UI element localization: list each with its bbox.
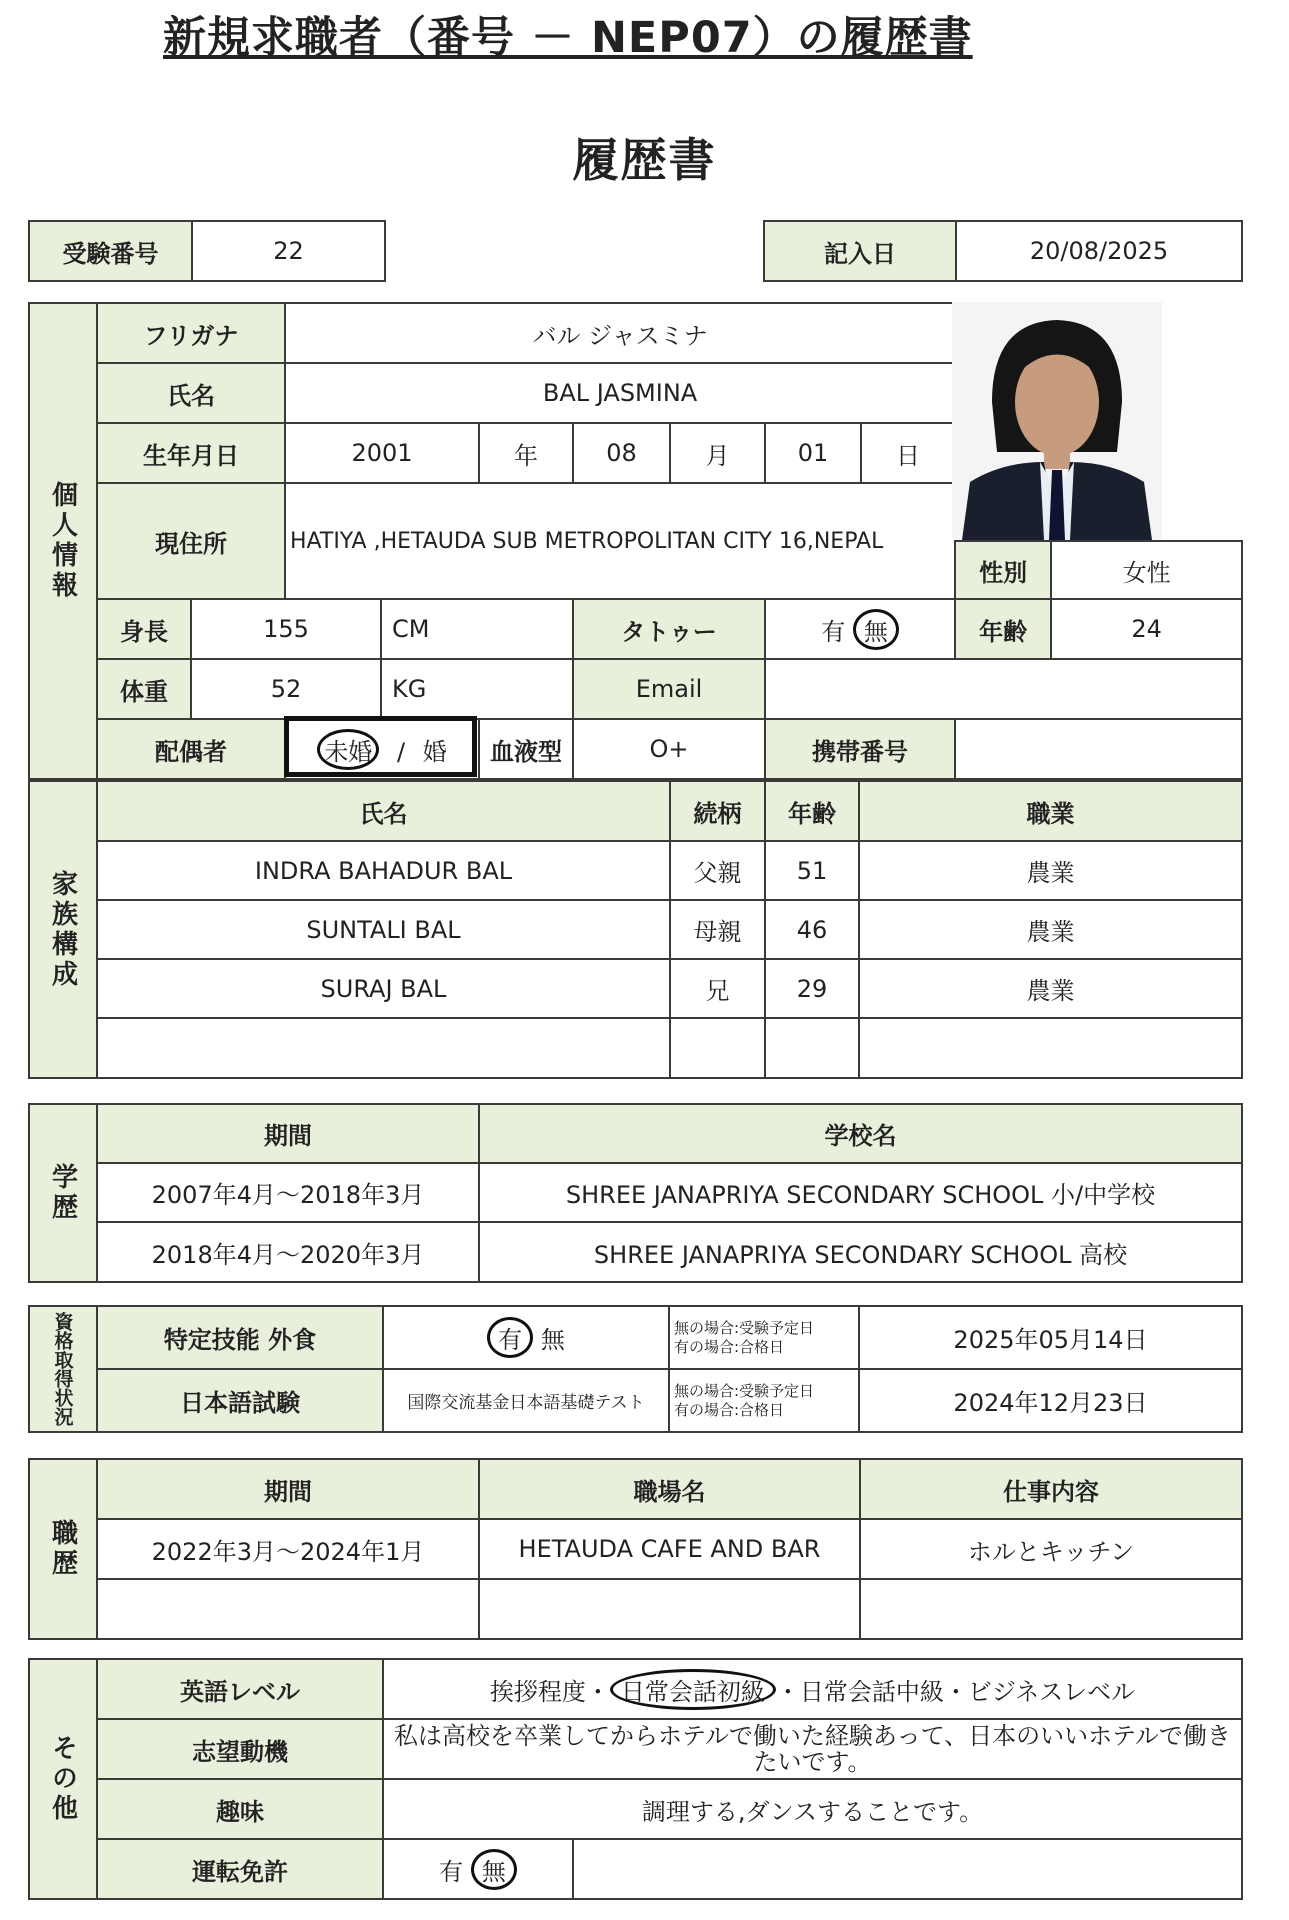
work-history-table bbox=[28, 1458, 1243, 1640]
year-unit: 年 bbox=[479, 423, 573, 483]
family-job: 農業 bbox=[859, 841, 1242, 900]
height-label: 身長 bbox=[97, 599, 191, 659]
family-age: 29 bbox=[765, 959, 859, 1018]
gender-label: 性別 bbox=[955, 541, 1051, 599]
age-label: 年齢 bbox=[955, 599, 1051, 659]
work-header-duty: 仕事内容 bbox=[860, 1459, 1242, 1519]
applicant-photo bbox=[952, 302, 1162, 540]
work-header-period: 期間 bbox=[97, 1459, 479, 1519]
height-unit: CM bbox=[381, 599, 573, 659]
education-school: SHREE JANAPRIYA SECONDARY SCHOOL 小/中学校 bbox=[479, 1163, 1242, 1222]
skill-note-line1: 無の場合:受験予定日 bbox=[674, 1318, 815, 1337]
table-row bbox=[29, 900, 1242, 959]
furigana-value: バル ジャスミナ bbox=[285, 303, 955, 363]
birth-day: 01 bbox=[765, 423, 861, 483]
address-label: 現住所 bbox=[97, 483, 285, 599]
day-unit: 日 bbox=[861, 423, 955, 483]
family-header-name: 氏名 bbox=[97, 781, 670, 841]
japanese-test-value: 国際交流基金日本語基礎テスト bbox=[383, 1369, 669, 1432]
family-section-label: 家族構成 bbox=[29, 781, 97, 1078]
hobby-label: 趣味 bbox=[97, 1779, 383, 1839]
motive-label: 志望動機 bbox=[97, 1719, 383, 1779]
motive-value: 私は高校を卒業してからホテルで働いた経験あって、日本のいいホテルで働きたいです。 bbox=[383, 1719, 1242, 1779]
skill-date: 2025年05月14日 bbox=[859, 1306, 1242, 1369]
english-sep: ・ bbox=[775, 1677, 800, 1706]
education-header-period: 期間 bbox=[97, 1104, 479, 1163]
work-company: HETAUDA CAFE AND BAR bbox=[479, 1519, 860, 1579]
family-header-age: 年齢 bbox=[765, 781, 859, 841]
work-period: 2022年3月～2024年1月 bbox=[97, 1519, 479, 1579]
other-table bbox=[28, 1658, 1243, 1900]
japanese-test-note-line1: 無の場合:受験予定日 bbox=[674, 1381, 815, 1400]
document-title: 履歴書 bbox=[572, 133, 717, 187]
tattoo-no-circled: 無 bbox=[853, 609, 899, 650]
table-row bbox=[29, 1018, 1242, 1078]
license-no-circled: 無 bbox=[471, 1849, 517, 1890]
japanese-test-note bbox=[669, 1369, 859, 1432]
phone-value bbox=[955, 719, 1242, 779]
education-section-label: 学歴 bbox=[29, 1104, 97, 1282]
spouse-single-circled: 未婚 bbox=[317, 729, 379, 770]
english-opt-intermediate: 日常会話中級 bbox=[799, 1677, 944, 1706]
family-table bbox=[28, 780, 1243, 1079]
entry-date-value: 20/08/2025 bbox=[956, 221, 1242, 281]
table-row bbox=[29, 959, 1242, 1018]
japanese-test-label: 日本語試験 bbox=[97, 1369, 383, 1432]
japanese-test-note-line2: 有の場合:合格日 bbox=[674, 1400, 785, 1419]
exam-number-table bbox=[28, 220, 386, 282]
name-value: BAL JASMINA bbox=[285, 363, 955, 423]
family-name: SURAJ BAL bbox=[97, 959, 670, 1018]
license-value bbox=[383, 1839, 573, 1899]
month-unit: 月 bbox=[670, 423, 765, 483]
skill-label: 特定技能 外食 bbox=[97, 1306, 383, 1369]
personal-section-label: 個人情報 bbox=[29, 303, 97, 779]
email-value bbox=[765, 659, 1242, 719]
weight-value: 52 bbox=[191, 659, 381, 719]
work-company bbox=[479, 1579, 860, 1639]
english-opt-greeting: 挨拶程度 bbox=[489, 1677, 586, 1706]
family-age: 51 bbox=[765, 841, 859, 900]
hobby-value: 調理する,ダンスすることです。 bbox=[383, 1779, 1242, 1839]
tattoo-label: タトゥー bbox=[573, 599, 765, 659]
japanese-test-date: 2024年12月23日 bbox=[859, 1369, 1242, 1432]
other-section-label: その他 bbox=[29, 1659, 97, 1899]
exam-number-label: 受験番号 bbox=[29, 221, 192, 281]
family-age bbox=[765, 1018, 859, 1078]
work-duty bbox=[860, 1579, 1242, 1639]
family-job: 農業 bbox=[859, 900, 1242, 959]
education-period: 2018年4月～2020年3月 bbox=[97, 1222, 479, 1282]
table-row bbox=[29, 1222, 1242, 1282]
education-period: 2007年4月～2018年3月 bbox=[97, 1163, 479, 1222]
marital-status-box bbox=[284, 716, 477, 777]
entry-date-label: 記入日 bbox=[764, 221, 956, 281]
spouse-separator: / bbox=[396, 737, 406, 766]
family-relation: 兄 bbox=[670, 959, 765, 1018]
birth-month: 08 bbox=[573, 423, 670, 483]
exam-number-value: 22 bbox=[192, 221, 385, 281]
skill-note bbox=[669, 1306, 859, 1369]
age-value: 24 bbox=[1051, 599, 1242, 659]
tattoo-yes: 有 bbox=[821, 617, 846, 646]
table-row bbox=[29, 1163, 1242, 1222]
address-value: HATIYA ,HETAUDA SUB METROPOLITAN CITY 16,NEPAL bbox=[285, 483, 955, 599]
education-school: SHREE JANAPRIYA SECONDARY SCHOOL 高校 bbox=[479, 1222, 1242, 1282]
english-value bbox=[383, 1659, 1242, 1719]
work-header-company: 職場名 bbox=[479, 1459, 860, 1519]
weight-unit: KG bbox=[381, 659, 573, 719]
spouse-label: 配偶者 bbox=[97, 719, 285, 779]
phone-label: 携帯番号 bbox=[765, 719, 955, 779]
work-period bbox=[97, 1579, 479, 1639]
family-age: 46 bbox=[765, 900, 859, 959]
blood-value: O+ bbox=[573, 719, 765, 779]
work-duty: ホルとキッチン bbox=[860, 1519, 1242, 1579]
tattoo-value bbox=[765, 599, 955, 659]
entry-date-table bbox=[763, 220, 1243, 282]
birth-label: 生年月日 bbox=[97, 423, 285, 483]
table-row bbox=[29, 841, 1242, 900]
weight-label: 体重 bbox=[97, 659, 191, 719]
birth-year: 2001 bbox=[285, 423, 479, 483]
qualification-table bbox=[28, 1305, 1243, 1433]
table-row bbox=[29, 1519, 1242, 1579]
height-value: 155 bbox=[191, 599, 381, 659]
english-label: 英語レベル bbox=[97, 1659, 383, 1719]
family-relation: 母親 bbox=[670, 900, 765, 959]
english-sep: ・ bbox=[585, 1677, 610, 1706]
english-opt-business: ビジネスレベル bbox=[967, 1677, 1136, 1706]
license-extra bbox=[573, 1839, 1242, 1899]
family-name: SUNTALI BAL bbox=[97, 900, 670, 959]
document-header: 新規求職者（番号 － NEP07）の履歴書 bbox=[163, 13, 973, 63]
license-yes: 有 bbox=[439, 1857, 464, 1886]
skill-note-line2: 有の場合:合格日 bbox=[674, 1337, 785, 1356]
license-label: 運転免許 bbox=[97, 1839, 383, 1899]
skill-value bbox=[383, 1306, 669, 1369]
english-sep: ・ bbox=[943, 1677, 968, 1706]
family-name: INDRA BAHADUR BAL bbox=[97, 841, 670, 900]
spouse-married: 婚 bbox=[422, 737, 447, 766]
furigana-label: フリガナ bbox=[97, 303, 285, 363]
skill-yes-circled: 有 bbox=[487, 1317, 533, 1358]
english-opt-basic-circled: 日常会話初級 bbox=[610, 1669, 776, 1710]
qualification-section-label: 資格取得状況 bbox=[29, 1306, 97, 1432]
family-relation bbox=[670, 1018, 765, 1078]
skill-no: 無 bbox=[540, 1326, 565, 1354]
work-section-label: 職歴 bbox=[29, 1459, 97, 1639]
email-label: Email bbox=[573, 659, 765, 719]
name-label: 氏名 bbox=[97, 363, 285, 423]
education-table bbox=[28, 1103, 1243, 1283]
table-row bbox=[29, 1579, 1242, 1639]
family-relation: 父親 bbox=[670, 841, 765, 900]
education-header-school: 学校名 bbox=[479, 1104, 1242, 1163]
family-job: 農業 bbox=[859, 959, 1242, 1018]
family-header-job: 職業 bbox=[859, 781, 1242, 841]
family-header-relation: 続柄 bbox=[670, 781, 765, 841]
family-name bbox=[97, 1018, 670, 1078]
gender-value: 女性 bbox=[1051, 541, 1242, 599]
blood-label: 血液型 bbox=[479, 719, 573, 779]
family-job bbox=[859, 1018, 1242, 1078]
